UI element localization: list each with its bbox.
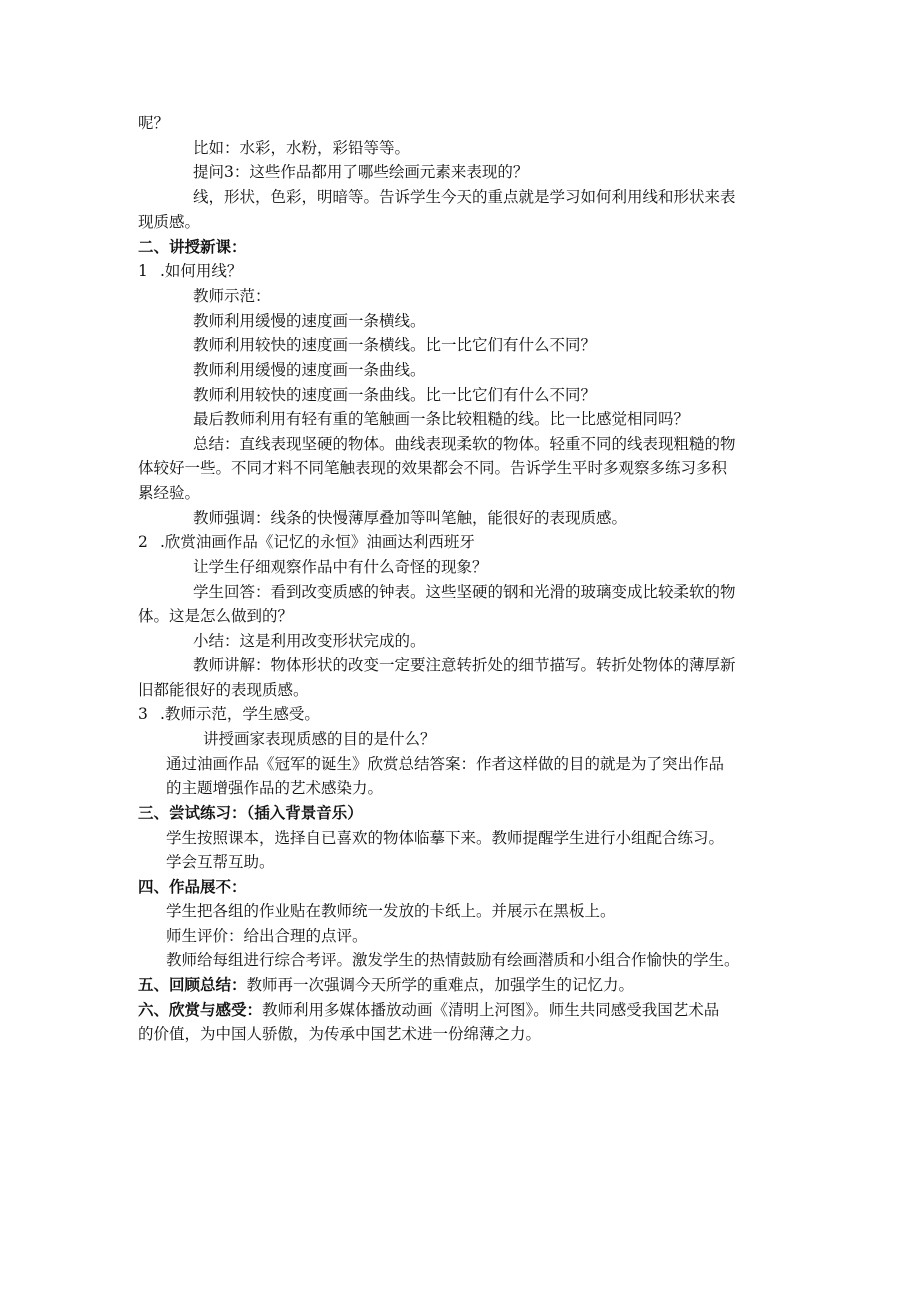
- text-line: 线，形状，色彩，明暗等。告诉学生今天的重点就是学习如何利用线和形状来表: [193, 188, 736, 206]
- text-line: 的主题增强作品的艺术感染力。: [166, 779, 384, 797]
- text-line: 呢？: [138, 114, 170, 132]
- text-line: 累经验。: [138, 484, 201, 502]
- text-line: 提问3：这些作品都用了哪些绘画元素来表现的？: [193, 163, 529, 181]
- text-line: 教师强调：线条的快慢薄厚叠加等叫笔触，能很好的表现质感。: [193, 509, 628, 527]
- section-heading: 五、回顾总结：: [138, 976, 247, 994]
- text-line: 教师利用缓慢的速度画一条曲线。: [193, 361, 426, 379]
- item-number: 2: [138, 533, 148, 551]
- numbered-item: [138, 531, 475, 553]
- text-line: 学生把各组的作业贴在教师统一发放的卡纸上。并展示在黑板上。: [166, 902, 616, 920]
- text-line: 现质感。: [138, 213, 201, 231]
- text-line: 教师利用缓慢的速度画一条横线。: [193, 312, 426, 330]
- text-line: 教师利用多媒体播放动画《清明上河图》。师生共同感受我国艺术品: [262, 1001, 720, 1019]
- text-line: 体较好一些。不同才料不同笔触表现的效果都会不同。告诉学生平时多观察多练习多积: [138, 459, 728, 477]
- text-line: 教师给每组进行综合考评。激发学生的热情鼓励有绘画潜质和小组合作愉快的学生。: [166, 951, 740, 969]
- text-line: 讲授画家表现质感的目的是什么？: [203, 730, 436, 748]
- text-line: 教师利用较快的速度画一条曲线。比一比它们有什么不同？: [193, 386, 597, 404]
- appreciation-line: [138, 999, 719, 1021]
- text-line: 小结：这是利用改变形状完成的。: [193, 632, 426, 650]
- item-number: 1: [138, 262, 148, 280]
- text-line: 教师再一次强调今天所学的重难点，加强学生的记忆力。: [246, 976, 635, 994]
- text-line: 旧都能很好的表现质感。: [138, 681, 309, 699]
- text-line: 师生评价：给出合理的点评。: [166, 927, 368, 945]
- text-line: 教师讲解：物体形状的改变一定要注意转折处的细节描写。转折处物体的薄厚新: [193, 656, 736, 674]
- section-heading: 三、尝试练习：（插入背景音乐）: [138, 804, 363, 822]
- summary-line: [138, 974, 634, 996]
- item-text: .教师示范，学生感受。: [160, 705, 320, 723]
- item-text: .欣赏油画作品《记忆的永恒》油画达利西班牙: [160, 533, 475, 551]
- text-line: 体。这是怎么做到的？: [138, 607, 294, 625]
- text-line: 的价值，为中国人骄傲，为传承中国艺术进一份绵薄之力。: [138, 1025, 542, 1043]
- item-text: .如何用线？: [160, 262, 243, 280]
- section-heading: 六、欣赏与感受：: [138, 1001, 263, 1019]
- item-number: 3: [138, 705, 148, 723]
- text-line: 教师示范：: [193, 287, 271, 305]
- text-line: 通过油画作品《冠军的诞生》欣赏总结答案：作者这样做的目的就是为了突出作品: [166, 755, 725, 773]
- text-line: 学会互帮互助。: [166, 853, 275, 871]
- text-line: 比如：水彩，水粉，彩铅等等。: [193, 139, 411, 157]
- text-line: 教师利用较快的速度画一条横线。比一比它们有什么不同？: [193, 336, 597, 354]
- text-line: 总结：直线表现坚硬的物体。曲线表现柔软的物体。轻重不同的线表现粗糙的物: [193, 435, 736, 453]
- text-line: 学生按照课本，选择自已喜欢的物体临摹下来。教师提醒学生进行小组配合练习。: [166, 829, 725, 847]
- section-heading: 四、作品展不：: [138, 878, 247, 896]
- numbered-item: [138, 703, 320, 725]
- numbered-item: [138, 260, 242, 282]
- text-line: 学生回答：看到改变质感的钟表。这些坚硬的钢和光滑的玻璃变成比较柔软的物: [193, 583, 736, 601]
- text-line: 最后教师利用有轻有重的笔触画一条比较粗糙的线。比一比感觉相同吗？: [193, 410, 690, 428]
- text-line: 让学生仔细观察作品中有什么奇怪的现象？: [193, 558, 488, 576]
- section-heading: 二、讲授新课：: [138, 238, 247, 256]
